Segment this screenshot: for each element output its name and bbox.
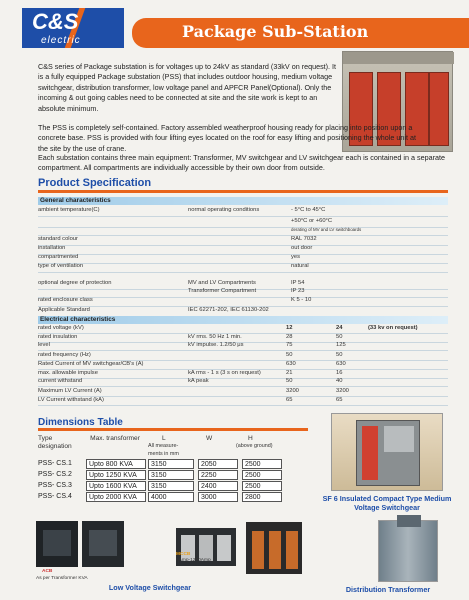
- spec-value: out door: [291, 245, 313, 251]
- dim-type: PSS- CS.4: [38, 493, 72, 500]
- spec-condition: Transformer Compartment: [188, 288, 257, 294]
- dim-l: 3150: [148, 481, 194, 491]
- col-w: W: [206, 435, 213, 442]
- spec-label: standard colour: [38, 236, 78, 242]
- dim-max: Upto 800 KVA: [86, 459, 146, 469]
- elec-value-24kv: 125: [336, 342, 346, 348]
- spec-value: yes: [291, 254, 301, 260]
- elec-value-12kv: 630: [286, 361, 296, 367]
- elec-value-12kv: 50: [286, 378, 293, 384]
- elec-value-24kv: 630: [336, 361, 346, 367]
- elec-value-12kv: 75: [286, 342, 293, 348]
- dim-h: 2500: [242, 481, 282, 491]
- acb-photo-2: [82, 521, 124, 567]
- spec-condition: normal operating conditions: [188, 207, 260, 213]
- elec-condition: kV rms. 50 Hz 1 min.: [188, 334, 242, 340]
- intro-paragraph-3: Each substation contains three main equipment: Transformer, MV switchgear and LV switchgear each is contained in a separate compartment. All compartments are individually accessible by their own door from outside.: [38, 153, 445, 173]
- elec-label: current withstand: [38, 378, 83, 384]
- mccb-label: MCCB: [176, 552, 191, 557]
- elec-condition: kV impulse. 1.2/50 μs: [188, 342, 244, 348]
- intro-paragraph-1: C&S series of Package substation is for voltages up to 24kV as standard (33kV on request). It is a fully equipped Package substation (PSS) that includes outdoor housing, medium voltage switchgear, distribution transformer, low voltage panel and APFCR Panel(Optional). Only the incoming & out going cables need to be connected at site and the site work is kept to an absolute minimum.: [38, 62, 337, 113]
- col-l-sub: All measure- ments in mm: [148, 443, 179, 457]
- elec-row-divider: [38, 405, 448, 406]
- spec-value: natural: [291, 263, 309, 269]
- dim-type: PSS- CS.3: [38, 482, 72, 489]
- dim-w: 2050: [198, 459, 238, 469]
- spec-label: type of ventilation: [38, 263, 84, 269]
- elec-col-33: (33 kv on request): [368, 325, 418, 331]
- acb-photo: [36, 521, 78, 567]
- sf6-caption: SF 6 Insulated Compact Type Medium Voltage Switchgear: [322, 494, 452, 512]
- spec-value: derating of MV and LV switchboards: [291, 227, 362, 232]
- elec-label: Rated Current of MV switchgear/CB's (A): [38, 361, 144, 367]
- dim-max: Upto 1250 KVA: [86, 470, 146, 480]
- elec-value-24kv: 50: [336, 334, 343, 340]
- elec-row-divider: [38, 350, 448, 351]
- elec-value-24kv: 16: [336, 370, 343, 376]
- elec-value-24kv: 65: [336, 397, 343, 403]
- spec-row-divider: [38, 272, 448, 273]
- title-bar: [132, 18, 469, 48]
- intro-paragraph-2: The PSS is completely self-contained. Factory assembled weatherproof housing ready for placing into position upon a concrete base. PSS is provided with four lifting eyes located on the roof for easy lifting and positioning the whole unit at the site by the use of crane.: [38, 123, 416, 153]
- spec-label: installation: [38, 245, 66, 251]
- mccb-sub-label: 5Amp-1200Amp: [176, 558, 211, 563]
- page-title: Package Sub-Station: [182, 22, 369, 41]
- dim-w: 2400: [198, 481, 238, 491]
- dimensions-heading: Dimensions Table: [38, 417, 123, 428]
- dimensions-underline: [38, 428, 308, 431]
- spec-label: optional degree of protection: [38, 280, 112, 286]
- elec-label: rated insulation: [38, 334, 78, 340]
- dim-l: 3150: [148, 459, 194, 469]
- dim-l: 3150: [148, 470, 194, 480]
- elec-condition: kA rms - 1 s (3 s on request): [188, 370, 261, 376]
- elec-label: LV Current withstand (kA): [38, 397, 104, 403]
- dim-h: 2500: [242, 459, 282, 469]
- elec-value-24kv: 50: [336, 352, 343, 358]
- spec-value: +50°C or +60°C: [291, 218, 333, 224]
- col-h-sub: (above ground): [236, 443, 273, 449]
- col-h: H: [248, 435, 253, 442]
- spec-value: IP 23: [291, 288, 305, 294]
- elec-value-12kv: 28: [286, 334, 293, 340]
- dim-w: 3000: [198, 492, 238, 502]
- dim-max: Upto 1600 KVA: [86, 481, 146, 491]
- spec-label: compartmented: [38, 254, 79, 260]
- col-l: L: [162, 435, 166, 442]
- elec-label: Maximum LV Current (A): [38, 388, 102, 394]
- acb-sub-label: As per Transformer KVA: [36, 576, 88, 581]
- dim-h: 2500: [242, 470, 282, 480]
- elec-value-12kv: 50: [286, 352, 293, 358]
- spec-label: ambient temperature(C): [38, 207, 100, 213]
- elec-col-12: 12: [286, 325, 293, 331]
- dist-caption: Distribution Transformer: [345, 585, 431, 594]
- col-max: Max. transformer: [90, 435, 140, 442]
- product-spec-heading: Product Specification: [38, 177, 152, 189]
- elec-value-12kv: 21: [286, 370, 293, 376]
- elec-value-24kv: 40: [336, 378, 343, 384]
- elec-label: rated frequency (Hz): [38, 352, 91, 358]
- acb-label: ACB: [42, 569, 53, 574]
- elec-label: max. allowable impulse: [38, 370, 98, 376]
- dim-h: 2800: [242, 492, 282, 502]
- spec-value: K 5 - 10: [291, 297, 312, 303]
- elec-value-12kv: 65: [286, 397, 293, 403]
- spec-condition: MV and LV Compartments: [188, 280, 256, 286]
- spec-value: RAL 7032: [291, 236, 317, 242]
- lv-caption: Low Voltage Switchgear: [108, 583, 192, 592]
- electrical-header: Electrical characteristics: [38, 316, 448, 324]
- dim-w: 2250: [198, 470, 238, 480]
- spec-label: rated enclosure class: [38, 297, 93, 303]
- dim-type: PSS- CS.1: [38, 460, 72, 467]
- dim-type: PSS- CS.2: [38, 471, 72, 478]
- elec-value-24kv: 3200: [336, 388, 349, 394]
- spec-row-divider: [38, 216, 448, 217]
- elec-col-24: 24: [336, 325, 343, 331]
- elec-value-12kv: 3200: [286, 388, 299, 394]
- elec-row-divider: [38, 386, 448, 387]
- spec-value: IP 54: [291, 280, 305, 286]
- sf6-switchgear-photo: [331, 413, 443, 491]
- spec-value: - 5°C to 45°C: [291, 207, 326, 213]
- general-header: General characteristics: [38, 197, 448, 205]
- dim-max: Upto 2000 KVA: [86, 492, 146, 502]
- elec-label: rated voltage (kV): [38, 325, 84, 331]
- dim-l: 4000: [148, 492, 194, 502]
- elec-label: level: [38, 342, 50, 348]
- spec-condition: IEC 62271-202, IEC 61130-202: [188, 307, 269, 313]
- page-header: [0, 0, 469, 58]
- spec-underline: [38, 190, 448, 193]
- spec-label: Applicable Standard: [38, 307, 90, 313]
- col-type: Type designation: [38, 435, 72, 450]
- elec-condition: kA peak: [188, 378, 209, 384]
- transformer-photo-2: [378, 520, 438, 582]
- transformer-photo-1: [246, 522, 302, 574]
- cs-logo: C&S electric: [22, 8, 124, 48]
